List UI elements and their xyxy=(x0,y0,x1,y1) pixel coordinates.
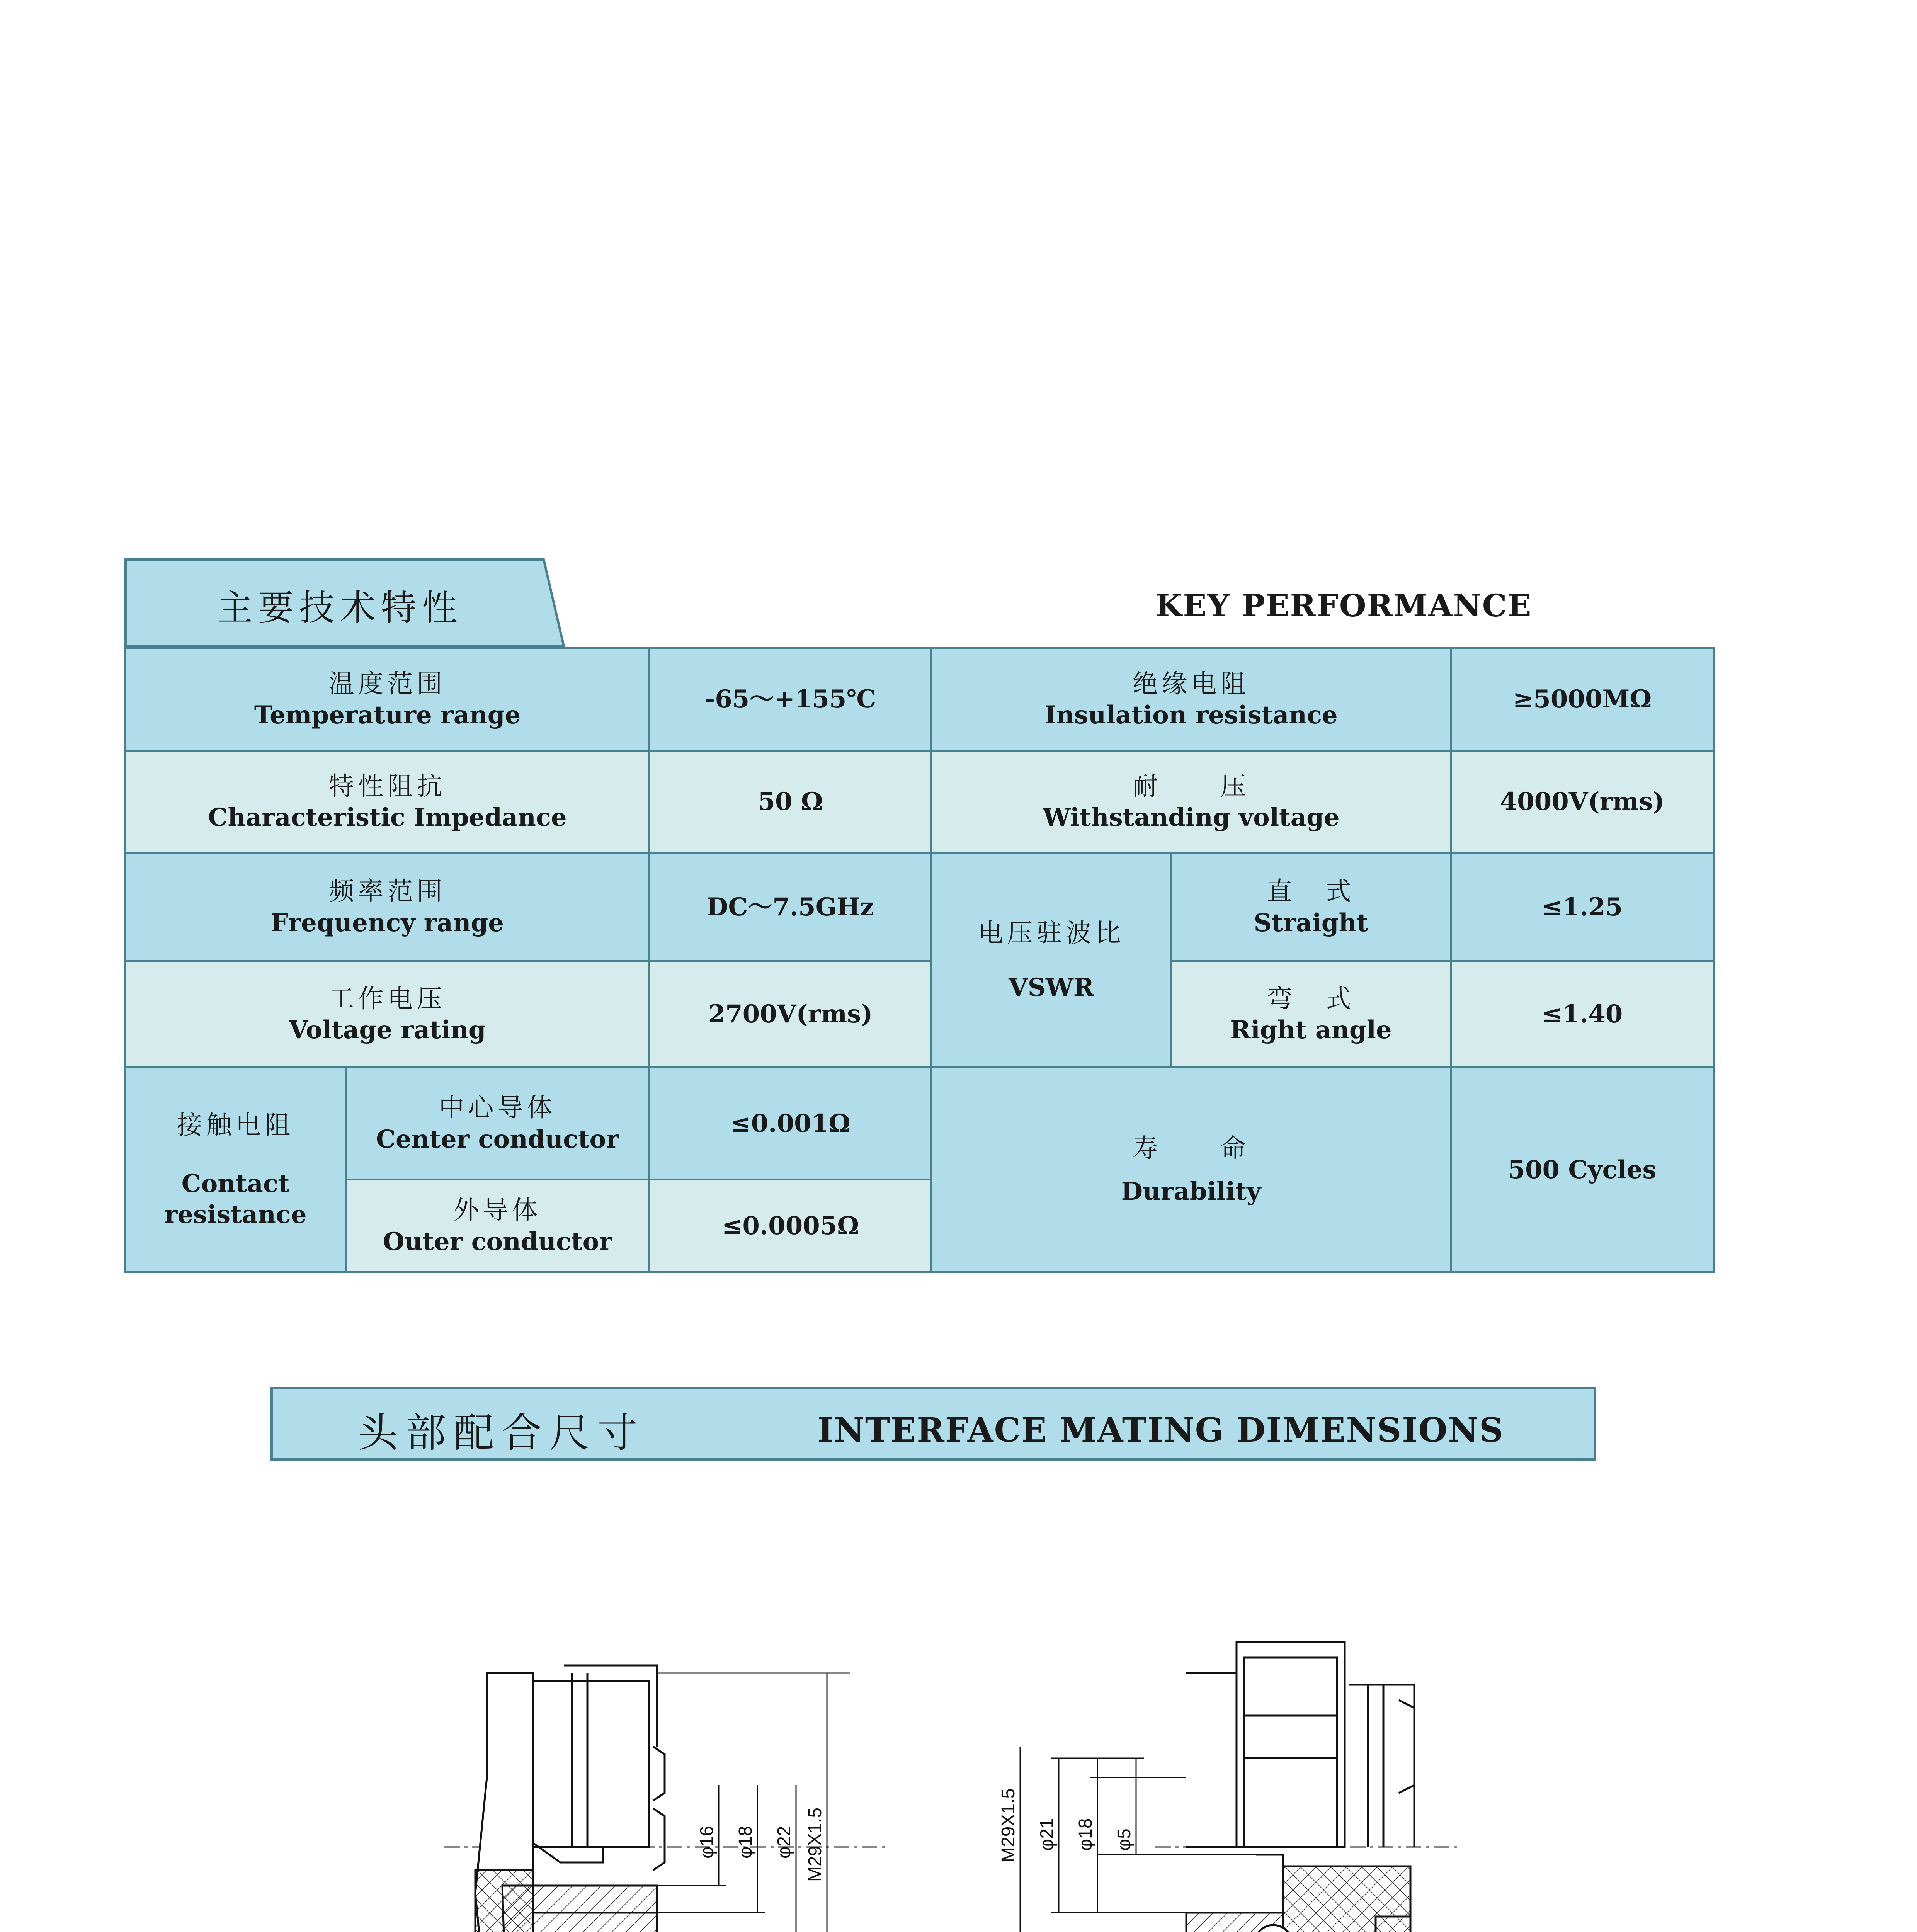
contact-center-value-cell xyxy=(650,1068,932,1180)
voltage-label-cell xyxy=(126,961,650,1068)
contact-outer-label-cell xyxy=(346,1180,650,1272)
table-row xyxy=(126,751,1714,853)
interface-dimensions-title-zh: 头部配合尺寸 xyxy=(358,1409,646,1456)
durability-value-cell xyxy=(1451,1068,1714,1272)
impedance-value: 50 Ω xyxy=(758,787,823,816)
table-row xyxy=(126,961,1714,1068)
table-row xyxy=(126,1068,1714,1180)
insulation-label-cell xyxy=(932,648,1451,751)
left-dim-phi22: φ22 xyxy=(774,1826,794,1859)
withstanding-label-en: Withstanding voltage xyxy=(1043,803,1340,832)
vswr-straight-label-cell xyxy=(1171,853,1451,961)
voltage-value: 2700V(rms) xyxy=(708,1000,873,1029)
insulation-value-cell xyxy=(1451,648,1714,751)
vswr-right-angle-value-cell xyxy=(1451,961,1714,1068)
durability-label-en: Durability xyxy=(1121,1177,1261,1206)
right-jack-drawing xyxy=(1012,1642,1461,1932)
temperature-value-cell xyxy=(650,648,932,751)
table-row xyxy=(126,648,1714,751)
vswr-label-en: VSWR xyxy=(1009,973,1094,1002)
contact-label-zh: 接触电阻 xyxy=(177,1110,294,1140)
interface-dimensions-title-en: INTERFACE MATING DIMENSIONS xyxy=(818,1411,1504,1450)
temperature-label-cell xyxy=(126,648,650,751)
temperature-label-zh: 温度范围 xyxy=(328,668,446,699)
interface-dimensions-banner xyxy=(270,1387,1596,1461)
vswr-right-angle-value: ≤1.40 xyxy=(1541,1000,1623,1029)
contact-outer-label-zh: 外导体 xyxy=(453,1195,542,1225)
impedance-value-cell xyxy=(650,751,932,853)
contact-label-cell xyxy=(126,1068,346,1272)
right-dim-phi21: φ21 xyxy=(1037,1818,1057,1851)
impedance-label-zh: 特性阻抗 xyxy=(328,771,446,801)
frequency-value: DC～7.5GHz xyxy=(706,892,874,922)
durability-label-zh: 寿 命 xyxy=(1132,1133,1250,1163)
vswr-straight-label-zh: 直 式 xyxy=(1267,876,1355,906)
vswr-right-angle-label-cell xyxy=(1171,961,1451,1068)
vswr-straight-value: ≤1.25 xyxy=(1541,892,1623,922)
frequency-label-zh: 频率范围 xyxy=(328,876,446,906)
withstanding-label-cell xyxy=(932,751,1451,853)
voltage-label-zh: 工作电压 xyxy=(328,983,446,1014)
contact-outer-value-cell xyxy=(650,1180,932,1272)
frequency-label-cell xyxy=(126,853,650,961)
key-performance-tab xyxy=(124,558,565,647)
right-dim-m29: M29X1.5 xyxy=(998,1788,1019,1862)
impedance-label-en: Characteristic Impedance xyxy=(208,803,567,832)
vswr-straight-value-cell xyxy=(1451,853,1714,961)
contact-outer-value: ≤0.0005Ω xyxy=(721,1211,859,1240)
contact-outer-label-en: Outer conductor xyxy=(383,1227,612,1256)
contact-label-en: Contact resistance xyxy=(164,1169,307,1229)
vswr-right-angle-label-en: Right angle xyxy=(1230,1015,1392,1045)
key-performance-table xyxy=(124,647,1715,1273)
withstanding-value: 4000V(rms) xyxy=(1500,787,1665,816)
contact-center-value: ≤0.001Ω xyxy=(730,1109,850,1138)
contact-center-label-zh: 中心导体 xyxy=(439,1093,556,1123)
right-dim-phi5: φ5 xyxy=(1114,1828,1135,1851)
frequency-value-cell xyxy=(650,853,932,961)
temperature-label-en: Temperature range xyxy=(254,701,521,730)
voltage-value-cell xyxy=(650,961,932,1068)
contact-center-label-cell xyxy=(346,1068,650,1180)
contact-center-label-en: Center conductor xyxy=(376,1124,619,1154)
key-performance-title-zh: 主要技术特性 xyxy=(217,587,463,629)
insulation-label-en: Insulation resistance xyxy=(1044,701,1338,730)
withstanding-label-zh: 耐 压 xyxy=(1132,771,1250,801)
vswr-label-zh: 电压驻波比 xyxy=(978,918,1125,948)
vswr-right-angle-label-zh: 弯 式 xyxy=(1267,983,1355,1014)
insulation-value: ≥5000MΩ xyxy=(1512,685,1652,714)
left-dim-m29: M29X1.5 xyxy=(805,1807,825,1882)
withstanding-value-cell xyxy=(1451,751,1714,853)
durability-label-cell xyxy=(932,1068,1451,1272)
durability-value: 500 Cycles xyxy=(1508,1155,1657,1184)
voltage-label-en: Voltage rating xyxy=(289,1015,486,1045)
left-dim-phi18: φ18 xyxy=(735,1826,756,1859)
temperature-value: -65～+155℃ xyxy=(704,685,876,714)
vswr-straight-label-en: Straight xyxy=(1254,908,1368,937)
insulation-label-zh: 绝缘电阻 xyxy=(1132,668,1250,699)
right-dim-phi18: φ18 xyxy=(1075,1818,1096,1851)
key-performance-title-en: KEY PERFORMANCE xyxy=(1155,587,1532,624)
interface-mating-drawing xyxy=(0,1584,1917,1932)
table-row xyxy=(126,853,1714,961)
left-dim-phi16: φ16 xyxy=(697,1826,717,1859)
left-plug-drawing xyxy=(444,1665,889,1932)
frequency-label-en: Frequency range xyxy=(271,908,504,937)
vswr-label-cell xyxy=(932,853,1171,1068)
impedance-label-cell xyxy=(126,751,650,853)
